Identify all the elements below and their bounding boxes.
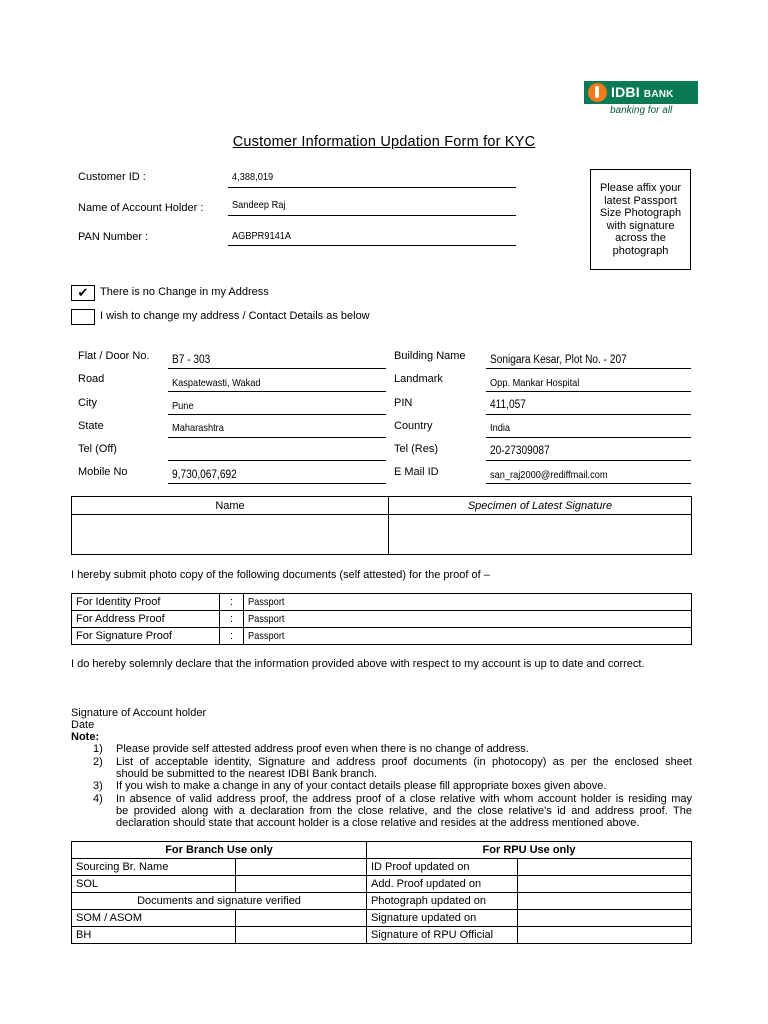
mobile-line <box>168 483 386 484</box>
branch-field-value[interactable] <box>236 876 367 893</box>
building-value[interactable]: Sonigara Kesar, Plot No. - 207 <box>490 354 627 366</box>
proof-label: For Signature Proof <box>72 628 220 645</box>
proof-table <box>71 593 692 645</box>
note-line: be provided along with a declaration from the close relative, and the close relative's id and address proof. The <box>116 805 692 817</box>
email-line <box>486 483 691 484</box>
city-label: City <box>78 397 97 409</box>
rpu-field-value[interactable] <box>518 910 692 927</box>
signature-specimen-table <box>71 496 692 555</box>
note-number: 1) <box>93 743 103 755</box>
proof-value-text: Passport <box>248 630 285 642</box>
landmark-value[interactable]: Opp. Mankar Hospital <box>490 377 580 389</box>
landmark-line <box>486 391 691 392</box>
proof-intro: I hereby submit photo copy of the following documents (self attested) for the proof of – <box>71 569 490 581</box>
branch-field-value[interactable] <box>236 910 367 927</box>
account-holder-line <box>228 215 516 216</box>
proof-separator: : <box>220 594 244 611</box>
photo-box <box>590 169 691 270</box>
proof-value-text: Passport <box>248 596 285 608</box>
tel-off-line <box>168 460 386 461</box>
photo-box-line: photograph <box>612 244 669 257</box>
building-label: Building Name <box>394 350 466 362</box>
rpu-use-header: For RPU Use only <box>367 842 692 859</box>
country-label: Country <box>394 420 433 432</box>
note-line: In absence of valid address proof, the address proof of a close relative with whom account holder is residing may <box>116 793 692 805</box>
pan-number-label: PAN Number : <box>78 231 149 243</box>
branch-field-label: SOL <box>72 876 236 893</box>
customer-id-value[interactable]: 4,388,019 <box>232 171 274 183</box>
email-value[interactable]: san_raj2000@rediffmail.com <box>490 469 608 481</box>
no-change-label: There is no Change in my Address <box>100 286 269 298</box>
table-row <box>72 910 692 927</box>
rpu-field-value[interactable] <box>518 893 692 910</box>
branch-field-value[interactable] <box>236 859 367 876</box>
note-line: List of acceptable identity, Signature and address proof documents (in photocopy) as per the enclosed sheet <box>116 756 692 768</box>
change-address-label: I wish to change my address / Contact Details as below <box>100 310 370 322</box>
rpu-field-value[interactable] <box>518 927 692 944</box>
state-value[interactable]: Maharashtra <box>172 422 224 434</box>
office-use-table <box>71 841 692 944</box>
road-value[interactable]: Kaspatewasti, Wakad <box>172 377 261 389</box>
email-label: E Mail ID <box>394 466 439 478</box>
photo-box-line: Please affix your <box>599 182 682 194</box>
rpu-field-value[interactable] <box>518 859 692 876</box>
check-mark-icon: ✔ <box>77 285 89 300</box>
city-value[interactable]: Pune <box>172 400 194 412</box>
brand-name: IDBI <box>611 84 640 100</box>
pin-value[interactable]: 411,057 <box>490 399 526 411</box>
pan-number-line <box>228 245 516 246</box>
note-number: 3) <box>93 780 103 792</box>
photo-box-line: across the <box>615 232 666 244</box>
note-number: 4) <box>93 793 103 805</box>
pin-line <box>486 414 691 415</box>
proof-value[interactable] <box>244 611 692 628</box>
documents-verified-label: Documents and signature verified <box>72 893 367 910</box>
customer-id-label: Customer ID : <box>78 171 146 183</box>
page-title: Customer Information Updation Form for KYC <box>232 134 536 150</box>
table-row <box>72 594 692 611</box>
road-line <box>168 391 386 392</box>
customer-id-line <box>228 187 516 188</box>
state-label: State <box>78 420 104 432</box>
proof-separator: : <box>220 628 244 645</box>
note-number: 2) <box>93 756 103 768</box>
date-label: Date <box>71 719 95 731</box>
table-row <box>72 628 692 645</box>
rpu-field-label: ID Proof updated on <box>367 859 518 876</box>
proof-value[interactable] <box>244 594 692 611</box>
country-line <box>486 437 691 438</box>
state-line <box>168 437 386 438</box>
rpu-field-value[interactable] <box>518 876 692 893</box>
declaration-text: I do hereby solemnly declare that the information provided above with respect to my account is up to date and correct. <box>71 658 645 670</box>
mobile-value[interactable]: 9,730,067,692 <box>172 469 237 481</box>
branch-field-label: BH <box>72 927 236 944</box>
note-line: If you wish to make a change in any of your contact details please fill appropriate boxes given above. <box>116 780 607 792</box>
note-line: Please provide self attested address proof even when there is no change of address. <box>116 743 529 755</box>
proof-value-text: Passport <box>248 613 285 625</box>
tel-res-value[interactable]: 20-27309087 <box>490 445 550 457</box>
branch-field-label: Sourcing Br. Name <box>72 859 236 876</box>
landmark-label: Landmark <box>394 373 443 385</box>
account-holder-value[interactable]: Sandeep Raj <box>232 199 286 211</box>
table-row <box>72 876 692 893</box>
branch-use-header: For Branch Use only <box>72 842 367 859</box>
signature-header: Specimen of Latest Signature <box>389 497 692 515</box>
idbi-emblem-icon <box>588 83 607 102</box>
proof-label: For Address Proof <box>72 611 220 628</box>
rpu-field-label: Photograph updated on <box>367 893 518 910</box>
rpu-field-label: Add. Proof updated on <box>367 876 518 893</box>
signature-label: Signature of Account holder <box>71 707 207 719</box>
table-row <box>72 927 692 944</box>
photo-box-line: latest Passport <box>604 194 677 207</box>
proof-value[interactable] <box>244 628 692 645</box>
tel-res-label: Tel (Res) <box>394 443 439 455</box>
pan-number-value[interactable]: AGBPR9141A <box>232 230 292 242</box>
brand-bank-word: BANK <box>643 89 674 100</box>
account-holder-label: Name of Account Holder : <box>78 202 204 214</box>
tel-res-line <box>486 460 691 461</box>
rpu-field-label: Signature of RPU Official <box>367 927 518 944</box>
name-cell[interactable] <box>72 515 389 555</box>
signature-cell[interactable] <box>389 515 692 555</box>
tel-off-label: Tel (Off) <box>78 443 117 455</box>
note-heading: Note: <box>71 731 100 743</box>
table-row <box>72 893 692 910</box>
note-line: declaration should state that account holder is a close relative and resides at the address mentioned above. <box>116 817 640 829</box>
change-address-checkbox[interactable] <box>71 309 95 325</box>
rpu-field-label: Signature updated on <box>367 910 518 927</box>
no-change-checkbox[interactable] <box>71 285 95 301</box>
table-row <box>72 859 692 876</box>
branch-field-label: SOM / ASOM <box>72 910 236 927</box>
photo-box-line: Size Photograph <box>599 207 682 219</box>
city-line <box>168 414 386 415</box>
flat-value[interactable]: B7 - 303 <box>172 354 211 366</box>
note-line: should be submitted to the nearest IDBI Bank branch. <box>116 768 378 780</box>
proof-label: For Identity Proof <box>72 594 220 611</box>
photo-box-line: with signature <box>606 219 675 232</box>
branch-field-value[interactable] <box>236 927 367 944</box>
name-header: Name <box>72 497 389 515</box>
mobile-label: Mobile No <box>78 466 128 478</box>
table-row <box>72 611 692 628</box>
proof-separator: : <box>220 611 244 628</box>
road-label: Road <box>78 373 105 385</box>
brand-tagline: banking for all <box>610 105 673 116</box>
flat-line <box>168 368 386 369</box>
building-line <box>486 368 691 369</box>
idbi-bank-logo <box>584 81 698 104</box>
pin-label: PIN <box>394 397 413 409</box>
country-value[interactable]: India <box>490 422 511 434</box>
flat-label: Flat / Door No. <box>78 350 150 362</box>
